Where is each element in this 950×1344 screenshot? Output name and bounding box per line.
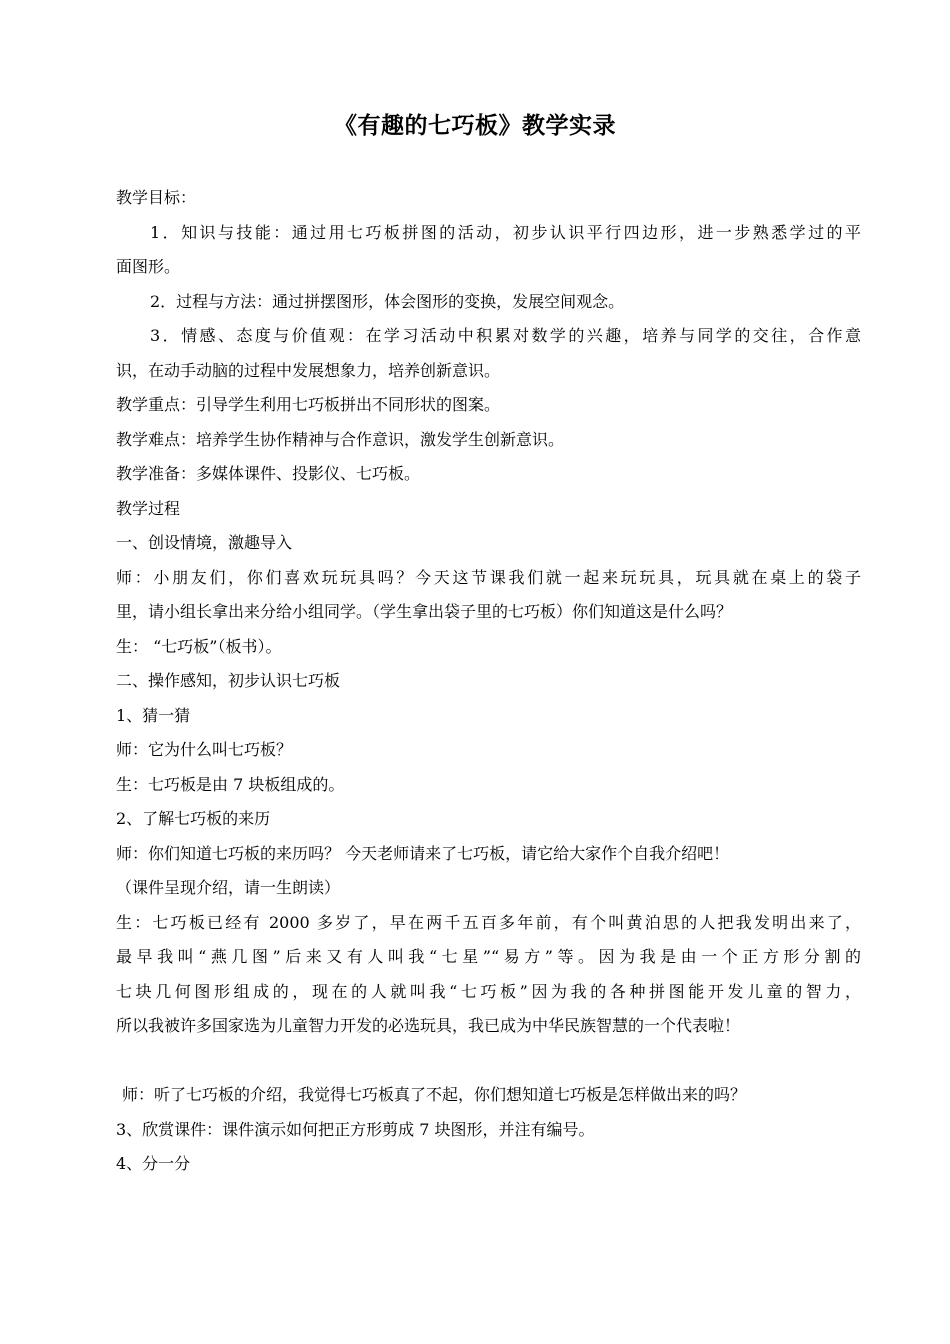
- section-heading-process: 教学过程: [116, 498, 181, 518]
- dialogue-student-2: 生：七巧板是由 7 块板组成的。: [116, 774, 345, 794]
- dialogue-teacher-4: 师：听了七巧板的介绍，我觉得七巧板真了不起，你们想知道七巧板是怎样做出来的吗？: [122, 1085, 747, 1104]
- step-4-heading: 4、分一分: [116, 1154, 191, 1173]
- objective-2: 2．过程与方法：通过拼摆图形，体会图形的变换，发展空间观念。: [150, 291, 625, 311]
- document-title: 《有趣的七巧板》教学实录: [334, 113, 616, 139]
- section-heading-objectives: 教学目标：: [116, 188, 197, 207]
- part-2-heading: 二、操作感知，初步认识七巧板: [116, 671, 341, 690]
- teaching-key-point: 教学重点：引导学生利用七巧板拼出不同形状的图案。: [116, 395, 501, 414]
- objective-3-line-1: 3．情感、态度与价值观：在学习活动中积累对数学的兴趣，培养与同学的交往，合作意: [150, 326, 861, 345]
- dialogue-teacher-1-line-1: 师：小朋友们，你们喜欢玩玩具吗？今天这节课我们就一起来玩玩具，玩具就在桌上的袋子: [116, 567, 861, 587]
- step-2-heading: 2、了解七巧板的来历: [116, 809, 271, 828]
- step-1-heading: 1、猜一猜: [116, 705, 191, 725]
- dialogue-student-3-line-1: 生：七巧板已经有 2000 多岁了，早在两千五百多年前，有个叫黄泊思的人把我发明出来了，: [116, 912, 861, 932]
- teaching-preparation: 教学准备：多媒体课件、投影仪、七巧板。: [116, 464, 421, 483]
- dialogue-student-3-line-3: 七块几何图形组成的，现在的人就叫我“七巧板”因为我的各种拼图能开发儿童的智力，: [116, 981, 861, 1001]
- objective-3-line-2: 识，在动手动脑的过程中发展想象力，培养创新意识。: [116, 360, 501, 380]
- teaching-difficulty: 教学难点：培养学生协作精神与合作意识，激发学生创新意识。: [116, 429, 565, 449]
- blank-line: [116, 1044, 861, 1079]
- dialogue-student-3-line-4: 所以我被许多国家选为儿童智力开发的必选玩具，我已成为中华民族智慧的一个代表啦！: [116, 1016, 741, 1035]
- objective-1-line-1: 1．知识与技能：通过用七巧板拼图的活动，初步认识平行四边形，进一步熟悉学过的平: [150, 222, 861, 242]
- objective-1-line-2: 面图形。: [116, 257, 181, 276]
- step-3-heading: 3、欣赏课件：课件演示如何把正方形剪成 7 块图形，并注有编号。: [116, 1119, 595, 1139]
- dialogue-student-1: 生： “七巧板”（板书）。: [116, 636, 282, 656]
- dialogue-student-3-line-2: 最早我叫“燕几图”后来又有人叫我“七星”“易方”等。因为我是由一个正方形分割的: [116, 947, 861, 966]
- stage-direction-1: （课件呈现介绍，请一生朗读）: [116, 878, 341, 897]
- dialogue-teacher-2: 师：它为什么叫七巧板？: [116, 740, 293, 759]
- dialogue-teacher-1-line-2: 里，请小组长拿出来分给小组同学。（学生拿出袋子里的七巧板）你们知道这是什么吗？: [116, 602, 733, 621]
- part-1-heading: 一、创设情境，激趣导入: [116, 533, 293, 552]
- document-body: [116, 181, 861, 1182]
- dialogue-teacher-3: 师：你们知道七巧板的来历吗？ 今天老师请来了七巧板，请它给大家作个自我介绍吧！: [116, 843, 730, 863]
